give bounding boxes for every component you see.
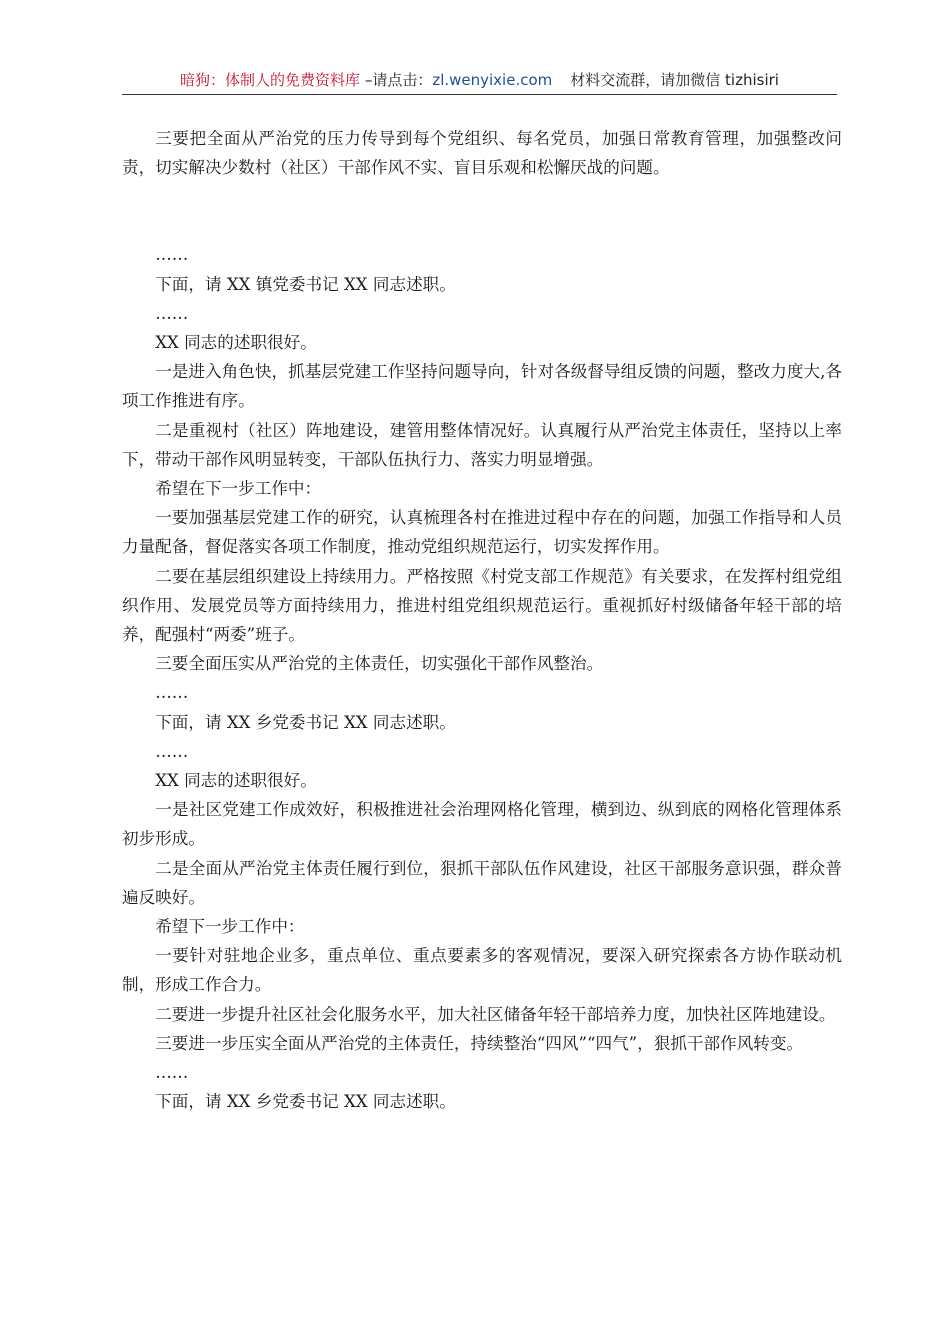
paragraph: XX 同志的述职很好。: [155, 333, 317, 353]
header-site-link[interactable]: zl.wenyixie.com: [432, 71, 553, 89]
paragraph: 下面，请 XX 镇党委书记 XX 同志述职。: [155, 274, 456, 294]
paragraph: XX 同志的述职很好。: [155, 771, 317, 791]
paragraph: 三要把全面从严治党的压力传导到每个党组织、每名党员，加强日常教育管理，加强整改问责，切实解决少数村（社区）干部作风不实、盲目乐观和松懈厌战的问题。: [122, 129, 842, 178]
paragraph: 下面，请 XX 乡党委书记 XX 同志述职。: [155, 712, 456, 732]
paragraph: 二是重视村（社区）阵地建设，建管用整体情况好。认真履行从严治党主体责任，坚持以上率下，带动干部作风明显转变，干部队伍执行力、落实力明显增强。: [122, 420, 842, 469]
ellipsis-paragraph: ……: [155, 303, 189, 323]
blank-space: [122, 182, 842, 240]
paragraph: 一是社区党建工作成效好，积极推进社会治理网格化管理，横到边、纵到底的网格化管理体系初步形成。: [122, 800, 842, 849]
ellipsis-paragraph: ……: [155, 245, 189, 265]
paragraph: 二是全面从严治党主体责任履行到位，狠抓干部队伍作风建设，社区干部服务意识强，群众普遍反映好。: [122, 858, 842, 907]
paragraph: 二要在基层组织建设上持续用力。严格按照《村党支部工作规范》有关要求，在发挥村组党组织作用、发展党员等方面持续用力，推进村组党组织规范运行。重视抓好村级储备年轻干部的培养，配强村“两委”班子。: [122, 566, 842, 645]
ellipsis-paragraph: ……: [155, 1063, 189, 1083]
header-click-prompt: –请点击：: [360, 71, 433, 89]
ellipsis-paragraph: ……: [155, 741, 189, 761]
paragraph: 二要进一步提升社区社会化服务水平，加大社区储备年轻干部培养力度，加快社区阵地建设。: [155, 1004, 836, 1024]
paragraph: 希望下一步工作中：: [155, 917, 305, 937]
document-body: [122, 124, 842, 1117]
page-header: [122, 68, 837, 95]
header-contact-text: 材料交流群，请加微信 tizhisiri: [570, 71, 779, 89]
paragraph: 一要针对驻地企业多，重点单位、重点要素多的客观情况，要深入研究探索各方协作联动机制，形成工作合力。: [122, 946, 842, 995]
paragraph: 下面，请 XX 乡党委书记 XX 同志述职。: [155, 1092, 456, 1112]
paragraph: 一是进入角色快，抓基层党建工作坚持问题导向，针对各级督导组反馈的问题，整改力度大,各项工作推进有序。: [122, 362, 842, 411]
paragraph: 三要全面压实从严治党的主体责任，切实强化干部作风整治。: [155, 654, 604, 674]
ellipsis-paragraph: ……: [155, 683, 189, 703]
header-site-name: 暗狗：体制人的免费资料库: [180, 71, 361, 89]
paragraph: 三要进一步压实全面从严治党的主体责任，持续整治“四风”“四气”，狠抓干部作风转变。: [155, 1033, 804, 1053]
paragraph: 一要加强基层党建工作的研究，认真梳理各村在推进过程中存在的问题，加强工作指导和人员力量配备，督促落实各项工作制度，推动党组织规范运行，切实发挥作用。: [122, 508, 842, 557]
paragraph: 希望在下一步工作中：: [155, 479, 322, 499]
